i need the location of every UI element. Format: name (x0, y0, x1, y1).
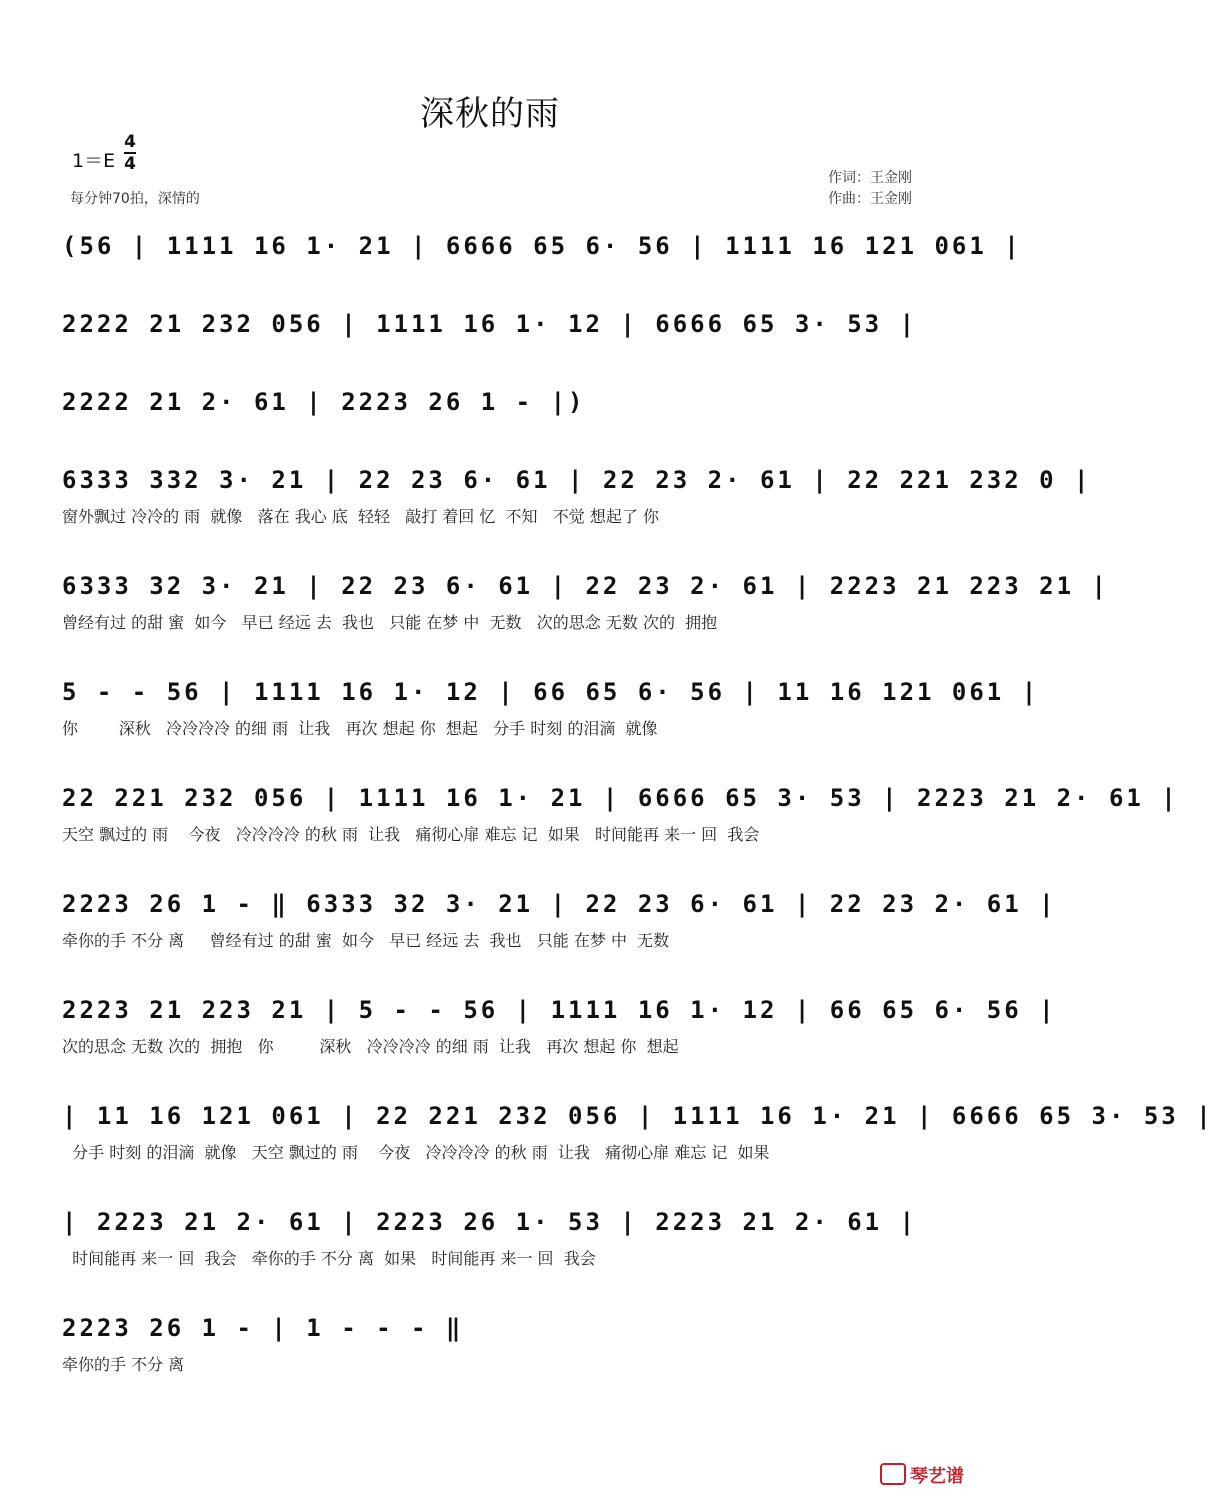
notation-line: 22 221 232 056 | 1111 16 1· 21 | 6666 65 3· 53 | 2223 21 2· 61 | (62, 784, 1179, 812)
lyric-line: 牵你的手 不分 离 曾经有过 的甜 蜜 如今 早已 经远 去 我也 只能 在梦 中 无数 (62, 931, 670, 950)
score-row (62, 1206, 922, 1268)
key-label: 1＝E (72, 150, 116, 172)
score-row (62, 1100, 1214, 1162)
time-unit: 4 (124, 154, 136, 174)
lyric-line: 时间能再 来一 回 我会 牵你的手 不分 离 如果 时间能再 来一 回 我会 (62, 1249, 596, 1268)
lyric-line: 分手 时刻 的泪滴 就像 天空 飘过的 雨 今夜 冷冷冷冷 的秋 雨 让我 痛彻心扉 难忘 记 如果 (62, 1143, 770, 1162)
lyric-line: 天空 飘过的 雨 今夜 冷冷冷冷 的秋 雨 让我 痛彻心扉 难忘 记 如果 时间能再 来一 回 我会 (62, 825, 760, 844)
score-row (62, 994, 1057, 1056)
tempo-marking: 每分钟70拍，深情的 (70, 191, 200, 207)
logo-icon (880, 1463, 906, 1485)
lyric-line: 曾经有过 的甜 蜜 如今 早已 经远 去 我也 只能 在梦 中 无数 次的思念 无数 次的 拥抱 (62, 613, 718, 632)
song-title: 深秋的雨 (420, 94, 560, 134)
score-row (62, 464, 1092, 526)
credits (828, 168, 912, 210)
notation-line: | 11 16 121 061 | 22 221 232 056 | 1111 16 1· 21 | 6666 65 3· 53 | (62, 1102, 1214, 1130)
notation-line: (56 | 1111 16 1· 21 | 6666 65 6· 56 | 1111 16 121 061 | (62, 232, 1022, 260)
lyric-line: 你 深秋 冷冷冷冷 的细 雨 让我 再次 想起 你 想起 分手 时刻 的泪滴 就像 (62, 719, 658, 738)
score-row (62, 230, 1022, 262)
time-beats: 4 (124, 132, 136, 152)
notation-line: 2222 21 2· 61 | 2223 26 1 - |) (62, 388, 586, 416)
notation-line: | 2223 21 2· 61 | 2223 26 1· 53 | 2223 21 2· 61 | (62, 1208, 918, 1236)
composer-credit: 作曲：王金刚 (828, 191, 912, 207)
score-row (62, 308, 922, 340)
time-signature (124, 132, 136, 174)
watermark-text: 琴艺谱 (910, 1466, 964, 1487)
score-row (62, 1312, 922, 1374)
score-row (62, 386, 922, 418)
score-row (62, 676, 1040, 738)
notation-line: 5 - - 56 | 1111 16 1· 12 | 66 65 6· 56 | 11 16 121 061 | (62, 678, 1040, 706)
lyric-line: 次的思念 无数 次的 拥抱 你 深秋 冷冷冷冷 的细 雨 让我 再次 想起 你 想起 (62, 1037, 679, 1056)
notation-line: 6333 32 3· 21 | 22 23 6· 61 | 22 23 2· 61 | 2223 21 223 21 | (62, 572, 1109, 600)
notation-line: 2223 26 1 - | 1 - - - ‖ (62, 1314, 464, 1342)
notation-line: 2223 26 1 - ‖ 6333 32 3· 21 | 22 23 6· 61 | 22 23 2· 61 | (62, 890, 1057, 918)
score-row (62, 782, 1179, 844)
key-signature (72, 132, 136, 174)
score-row (62, 888, 1057, 950)
site-watermark (880, 1462, 964, 1488)
lyricist-credit: 作词：王金刚 (828, 170, 912, 186)
lyric-line: 窗外飘过 冷冷的 雨 就像 落在 我心 底 轻轻 敲打 着回 忆 不知 不觉 想起了 你 (62, 507, 659, 526)
lyric-line: 牵你的手 不分 离 (62, 1355, 185, 1374)
notation-line: 2223 21 223 21 | 5 - - 56 | 1111 16 1· 12 | 66 65 6· 56 | (62, 996, 1057, 1024)
notation-line: 2222 21 232 056 | 1111 16 1· 12 | 6666 65 3· 53 | (62, 310, 918, 338)
notation-line: 6333 332 3· 21 | 22 23 6· 61 | 22 23 2· 61 | 22 221 232 0 | (62, 466, 1092, 494)
score-row (62, 570, 1109, 632)
